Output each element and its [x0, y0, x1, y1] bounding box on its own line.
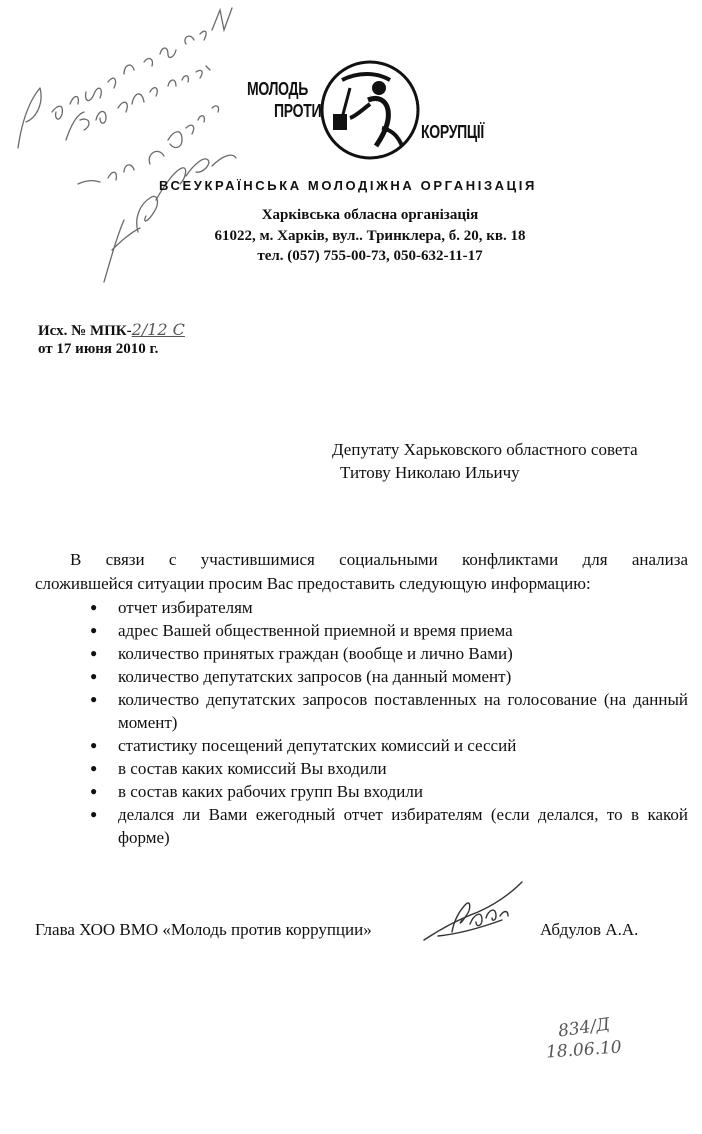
list-item: ● делался ли Вами ежегодный отчет избирателям (если делался, то в какой форме) — [90, 805, 688, 847]
bullet-icon: ● — [90, 738, 98, 752]
list-item: ● адрес Вашей общественной приемной и время приема — [90, 621, 513, 640]
intro-line-2: сложившейся ситуации просим Вас предоставить следующую информацию: — [35, 574, 591, 593]
list-item: ● в состав каких комиссий Вы входили — [90, 759, 387, 778]
list-item: ● количество депутатских запросов поставленных на голосование (на данный момент) — [90, 690, 688, 732]
bullet-icon: ● — [90, 600, 98, 614]
bullet-icon: ● — [90, 784, 98, 798]
incoming-registration-date: 18.06.10 — [545, 1037, 623, 1063]
addressee-line-2: Титову Николаю Ильичу — [340, 463, 520, 482]
branch-name: Харківська обласна організація — [261, 207, 479, 223]
branch-address: 61022, м. Харків, вул.. Тринклера, б. 20, кв. 18 — [214, 228, 526, 244]
bullet-icon: ● — [90, 692, 98, 706]
addressee-line-1: Депутату Харьковского областного совета — [332, 440, 638, 459]
branch-phones: тел. (057) 755-00-73, 050-632-11-17 — [257, 248, 483, 264]
signatory-position: Глава ХОО ВМО «Молодь против коррупции» — [35, 920, 372, 939]
organization-type: ВСЕУКРАЇНСЬКА МОЛОДІЖНА ОРГАНІЗАЦІЯ — [159, 178, 537, 193]
bullet-icon: ● — [90, 807, 98, 821]
signatory-name: Абдулов А.А. — [540, 920, 639, 939]
logo-word-molod: МОЛОДЬ — [247, 78, 308, 99]
incoming-registration-number: 834/Д — [556, 1014, 612, 1042]
list-item: ● в состав каких рабочих групп Вы входили — [90, 782, 423, 801]
reference-number — [38, 320, 185, 340]
bullet-icon: ● — [90, 761, 98, 775]
bullet-icon: ● — [90, 623, 98, 637]
list-item: ● статистику посещений депутатских комиссий и сессий — [90, 736, 517, 755]
reference-number-handwritten: 2/12 С — [131, 320, 185, 339]
reference-number-label: Исх. № МПК- — [38, 323, 132, 339]
intro-line-1: В связи с участившимися социальными конфликтами для анализа — [70, 550, 688, 569]
requested-info-list — [90, 596, 688, 849]
handwritten-signature — [418, 878, 528, 950]
list-item: ● отчет избирателям — [90, 598, 253, 617]
bullet-icon: ● — [90, 669, 98, 683]
logo-emblem-icon — [318, 58, 422, 162]
logo-word-proty: ПРОТИ — [274, 100, 322, 121]
list-item: ● количество депутатских запросов (на данный момент) — [90, 667, 512, 686]
logo-word-koruptsii: КОРУПЦІЇ — [421, 121, 484, 142]
list-item: ● количество принятых граждан (вообще и лично Вами) — [90, 644, 513, 663]
bullet-icon: ● — [90, 646, 98, 660]
reference-date: от 17 июня 2010 г. — [38, 341, 159, 357]
